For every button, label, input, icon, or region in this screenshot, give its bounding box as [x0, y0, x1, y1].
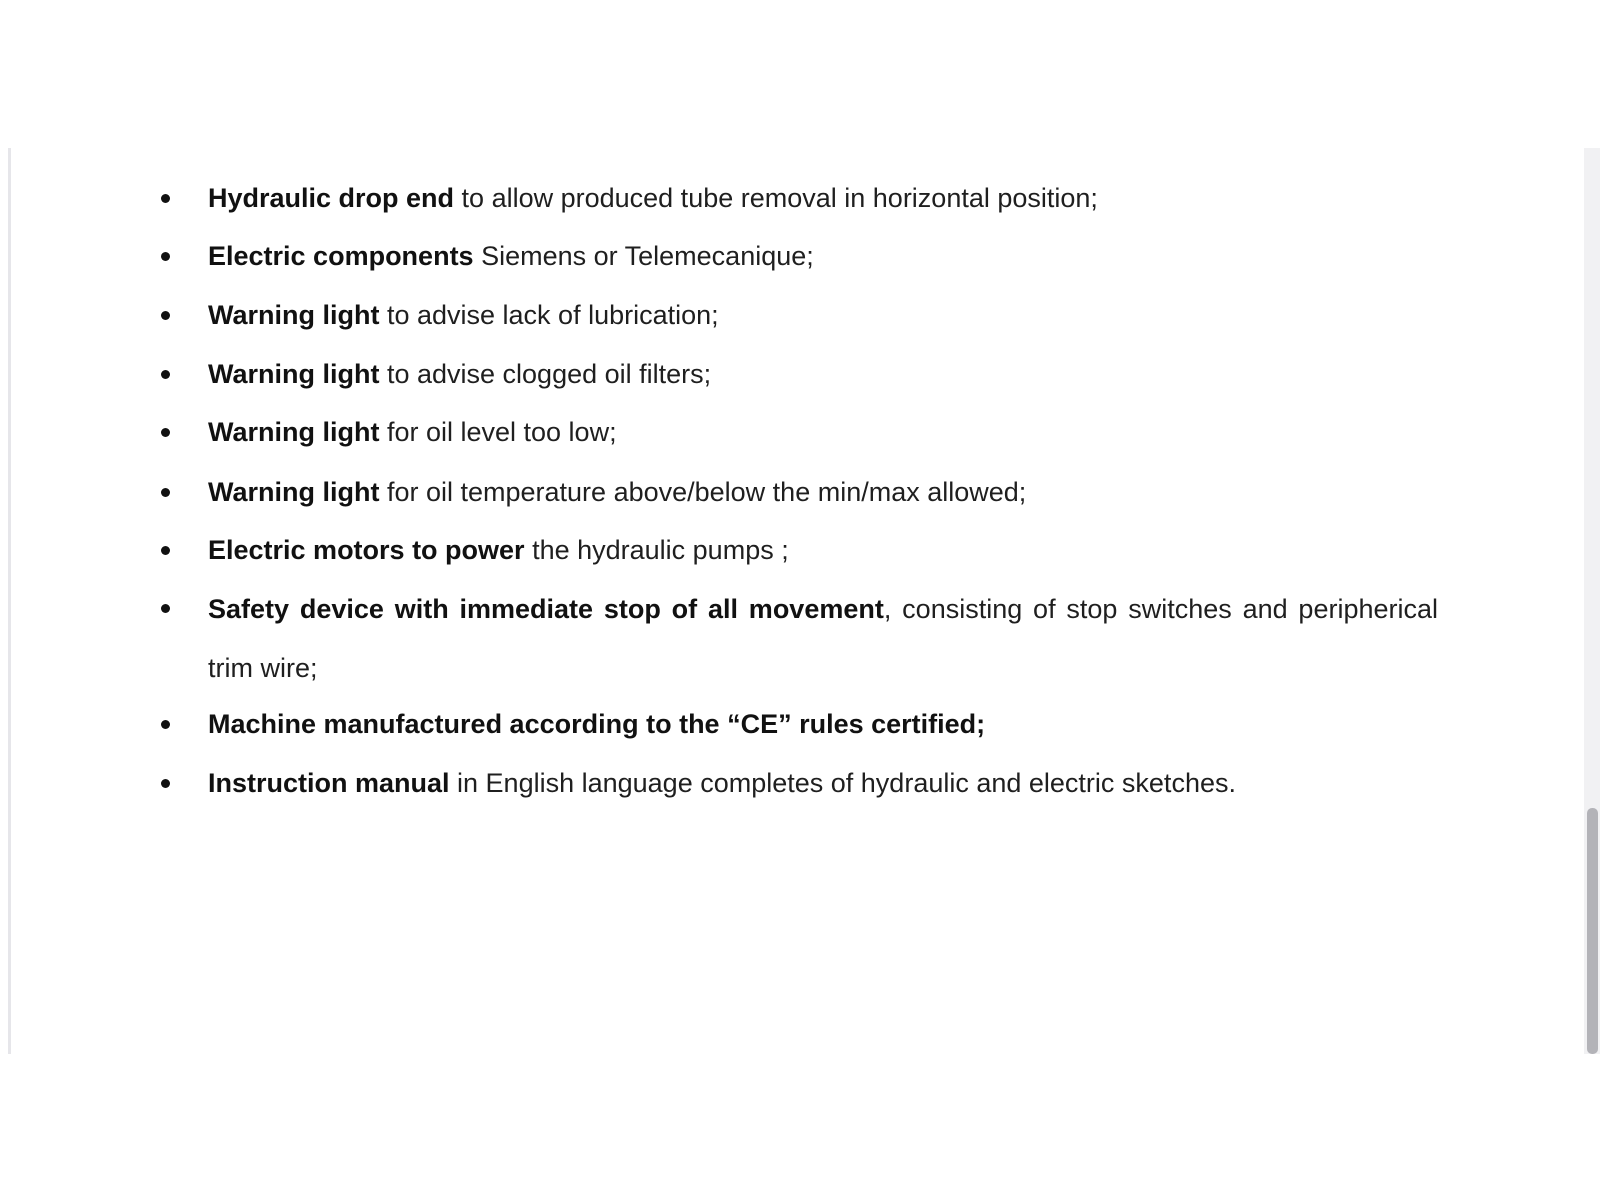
item-term: Warning light: [208, 417, 380, 447]
bullet-icon: [161, 370, 170, 379]
bullet-icon: [161, 488, 170, 497]
item-text: , consisting of stop switches and peripherical trim wire;: [208, 594, 1438, 683]
item-term: Instruction manual: [208, 768, 450, 798]
item-text: to advise clogged oil filters;: [379, 359, 712, 389]
bullet-icon: [161, 252, 170, 261]
item-text: in English language completes of hydraulic and electric sketches.: [449, 768, 1236, 798]
list-item: [208, 476, 1438, 508]
item-text: to allow produced tube removal in horizontal position;: [454, 183, 1098, 213]
item-text: Siemens or Telemecanique;: [473, 241, 814, 271]
list-item: [208, 240, 1438, 272]
item-term: Safety device with immediate stop of all movement: [208, 594, 884, 624]
bullet-icon: [161, 194, 170, 203]
item-text: to advise lack of lubrication;: [379, 300, 719, 330]
item-text: for oil level too low;: [379, 417, 617, 447]
list-item: [208, 416, 1438, 448]
item-text: the hydraulic pumps ;: [524, 535, 789, 565]
list-item: [208, 299, 1438, 331]
list-item: [208, 767, 1438, 799]
item-term: Warning light: [208, 300, 380, 330]
item-term: Warning light: [208, 359, 380, 389]
list-item: [208, 534, 1438, 566]
item-term: Hydraulic drop end: [208, 183, 455, 213]
bullet-icon: [161, 604, 170, 613]
bullet-icon: [161, 779, 170, 788]
item-term: Electric components: [208, 241, 474, 271]
bullet-icon: [161, 546, 170, 555]
item-term: Electric motors to power: [208, 535, 525, 565]
document-viewport: [0, 148, 1600, 1054]
scrollbar-thumb[interactable]: [1587, 808, 1598, 1054]
item-text: for oil temperature above/below the min/max allowed;: [379, 477, 1027, 507]
vertical-scrollbar[interactable]: [1584, 148, 1600, 1054]
list-item: [208, 358, 1438, 390]
list-item: [208, 708, 1438, 740]
list-item: [208, 182, 1438, 214]
item-term: Machine manufactured according to the “CE” rules certified;: [208, 709, 986, 739]
bullet-icon: [161, 720, 170, 729]
bullet-icon: [161, 428, 170, 437]
list-item: [208, 580, 1438, 698]
page-left-edge: [8, 148, 11, 1054]
item-term: Warning light: [208, 477, 380, 507]
bullet-icon: [161, 311, 170, 320]
